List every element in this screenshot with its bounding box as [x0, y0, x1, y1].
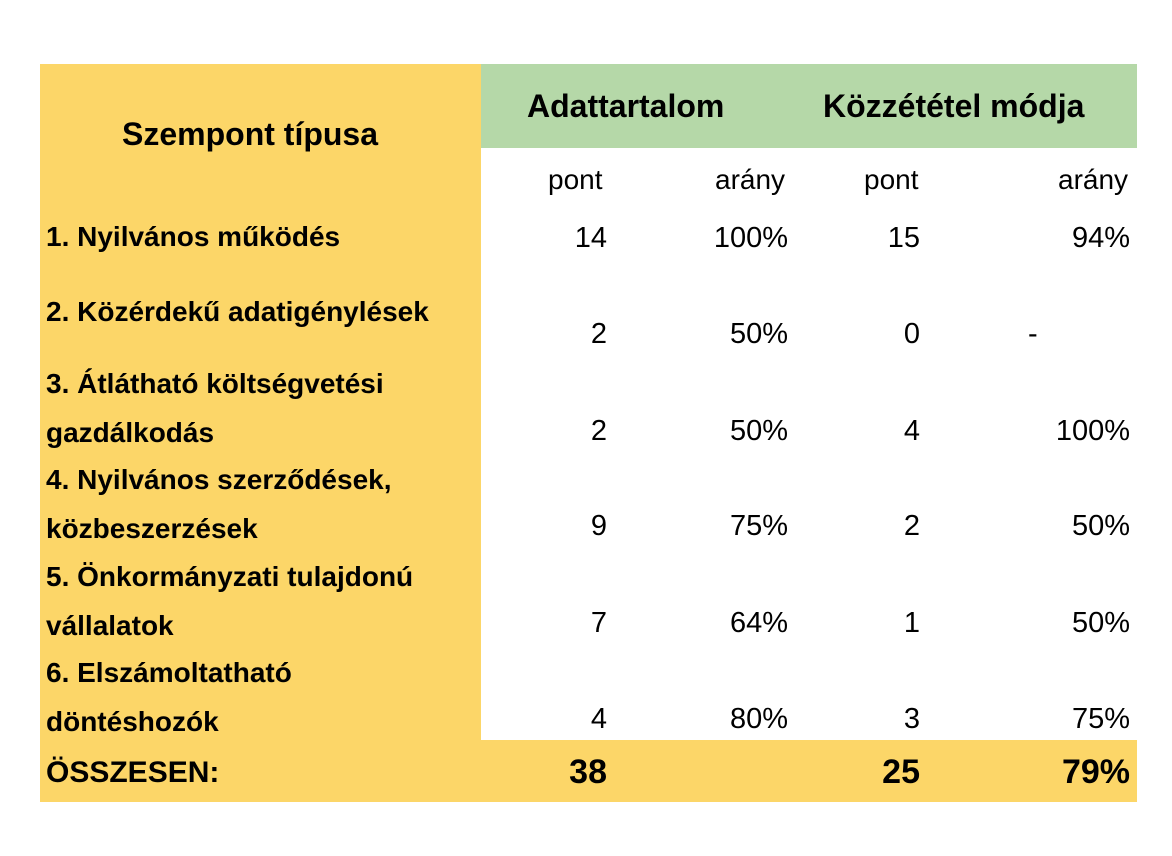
content-points-cell: 2: [590, 318, 607, 350]
content-ratio-cell: 80%: [729, 703, 788, 735]
content-ratio-cell: 64%: [729, 607, 788, 639]
content-ratio-cell: 50%: [729, 415, 788, 447]
content-ratio-cell: 50%: [729, 318, 788, 350]
row-label-continued: vállalatok: [46, 610, 174, 641]
publication-points-cell: 4: [903, 415, 920, 447]
total-label: ÖSSZESEN:: [46, 756, 220, 789]
total-publication-points: 25: [882, 753, 920, 791]
content-ratio-subheader: arány: [715, 164, 786, 195]
content-ratio-cell: 75%: [729, 510, 788, 542]
publication-ratio-cell: 50%: [1071, 607, 1130, 639]
row-label: 4. Nyilvános szerződések,: [46, 464, 392, 495]
publication-ratio-cell: 50%: [1071, 510, 1130, 542]
row-label: 6. Elszámoltatható: [46, 657, 292, 688]
row-label-continued: gazdálkodás: [46, 417, 215, 448]
content-points-cell: 7: [590, 607, 607, 639]
row-label: 5. Önkormányzati tulajdonú: [46, 561, 414, 592]
content-group-header: Adattartalom: [527, 88, 725, 124]
publication-ratio-cell: 94%: [1071, 222, 1130, 254]
criteria-type-header: Szempont típusa: [122, 116, 379, 152]
publication-ratio-subheader: arány: [1058, 164, 1129, 195]
content-points-cell: 9: [590, 510, 607, 542]
row-label-continued: döntéshozók: [46, 706, 219, 737]
content-points-cell: 2: [590, 415, 607, 447]
publication-points-subheader: pont: [864, 164, 919, 195]
content-points-cell: 4: [590, 703, 607, 735]
publication-points-cell: 1: [903, 607, 920, 639]
publication-ratio-cell: 75%: [1071, 703, 1130, 735]
publication-points-cell: 0: [903, 318, 920, 350]
publication-points-cell: 15: [887, 222, 920, 254]
row-label-continued: közbeszerzések: [46, 513, 258, 544]
content-points-subheader: pont: [548, 164, 603, 195]
publication-ratio-cell: 100%: [1055, 415, 1130, 447]
content-ratio-cell: 100%: [713, 222, 788, 254]
row-label: 3. Átlátható költségvetési: [46, 368, 384, 399]
publication-points-cell: 3: [903, 703, 920, 735]
total-content-points: 38: [569, 753, 607, 791]
publication-ratio-cell: -: [1028, 318, 1038, 350]
publication-points-cell: 2: [903, 510, 920, 542]
content-points-cell: 14: [574, 222, 607, 254]
row-label: 1. Nyilvános működés: [46, 221, 341, 252]
row-label: 2. Közérdekű adatigénylések: [46, 296, 429, 327]
total-publication-ratio: 79%: [1061, 753, 1130, 791]
publication-group-header: Közzététel módja: [823, 88, 1085, 124]
